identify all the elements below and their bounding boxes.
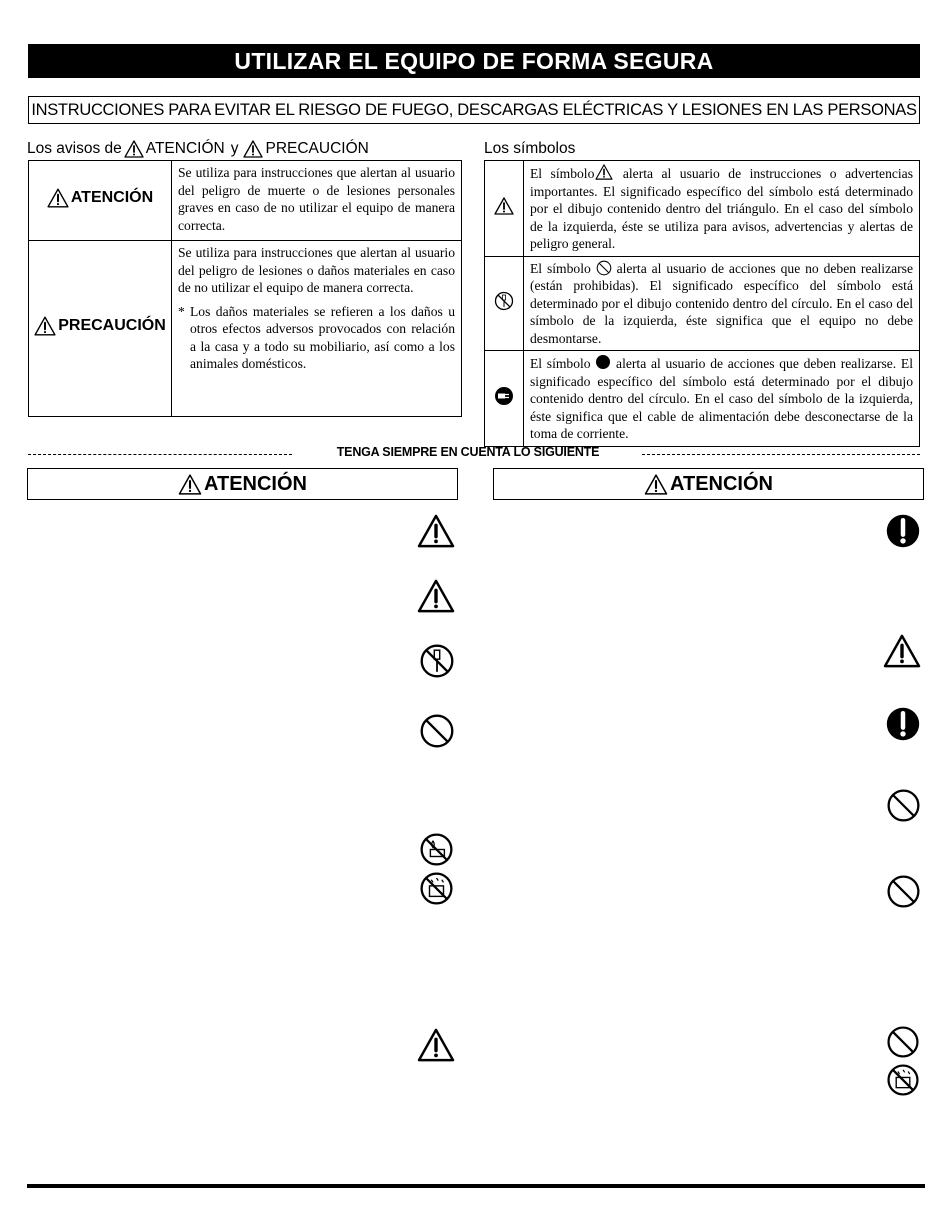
symbol-text [524, 256, 920, 351]
symbols-heading: Los símbolos [484, 140, 576, 157]
symbol-text-before: El símbolo [530, 260, 591, 276]
notice-row-attention [29, 161, 462, 241]
symbol-text [524, 351, 920, 447]
divider-text: TENGA SIEMPRE EN CUENTA LO SIGUIENTE [336, 445, 600, 459]
symbol-cell [485, 351, 524, 447]
symbol-text-before: El símbolo [530, 166, 595, 181]
warning-triangle-icon [34, 316, 56, 336]
notices-heading-caution: PRECAUCIÓN [265, 140, 369, 157]
page-title: UTILIZAR EL EQUIPO DE FORMA SEGURA [28, 44, 920, 78]
notice-text-caution [172, 241, 462, 417]
unplug-icon [494, 386, 514, 406]
mandatory-action-icon [885, 513, 921, 549]
symbol-cell [485, 256, 524, 351]
notice-label-caution [29, 241, 172, 417]
notice-caution-note [178, 303, 455, 373]
notice-row-caution [29, 241, 462, 417]
no-moisture-icon [419, 871, 454, 906]
attention-header-left [27, 468, 458, 500]
attention-header-text: ATENCIÓN [204, 472, 307, 495]
notice-caution-text: Se utiliza para instrucciones que alertan al usuario del peligro de lesiones o daños materiales en caso de no utilizar el equipo de manera correcta. [178, 245, 455, 295]
warning-triangle-icon [594, 164, 614, 180]
symbol-row-mandatory [485, 351, 920, 447]
divider-line-right [642, 454, 920, 455]
notices-heading [27, 138, 369, 160]
symbol-row-triangle [485, 161, 920, 257]
symbol-row-prohibited [485, 256, 920, 351]
notices-heading-prefix: Los avisos de [27, 140, 122, 157]
prohibited-icon [419, 713, 455, 749]
notice-label-text: ATENCIÓN [70, 189, 154, 206]
do-not-disassemble-icon [419, 643, 455, 679]
warning-triangle-icon [178, 474, 202, 495]
notices-table [28, 160, 462, 417]
warning-triangle-icon [417, 579, 455, 613]
filled-circle-icon [595, 354, 611, 370]
attention-header-right [493, 468, 924, 500]
symbol-text-after: alerta al usuario de acciones que deben realizarse. El significado específico del símbolo está determinado por el dibujo contenido dentro del círculo. En el caso del símbolo de la izquierda, éste significa que el cable de alimentación debe desconectarse de la toma de corriente. [530, 356, 913, 441]
warning-triangle-icon [124, 140, 144, 158]
divider-line-left [28, 454, 292, 455]
page-subtitle: INSTRUCCIONES PARA EVITAR EL RIESGO DE FUEGO, DESCARGAS ELÉCTRICAS Y LESIONES EN LAS PERSONAS [28, 96, 920, 124]
mandatory-action-icon [885, 706, 921, 742]
notice-text-attention: Se utiliza para instrucciones que alertan al usuario del peligro de muerte o de lesiones personales graves en caso de no utilizar el equipo de manera correcta. [172, 161, 462, 241]
attention-header-text: ATENCIÓN [670, 472, 773, 495]
symbol-text-after: alerta al usuario de acciones que no deben realizarse (están prohibidas). El significado específico del símbolo está determinado por el dibujo contenido dentro del círculo. En el caso del símbolo de la izquierda, éste significa que el equipo no debe desmontarse. [530, 260, 913, 346]
warning-triangle-icon [47, 188, 69, 208]
warning-triangle-icon [417, 1028, 455, 1062]
notice-label-text: PRECAUCIÓN [58, 317, 166, 334]
warning-triangle-icon [243, 140, 263, 158]
notice-label-attention [29, 161, 172, 241]
warning-triangle-icon [494, 197, 514, 215]
symbol-text [524, 161, 920, 257]
notices-heading-and: y [230, 140, 239, 157]
prohibited-icon [596, 260, 612, 276]
note-asterisk: * [178, 303, 185, 319]
prohibited-icon [886, 788, 921, 823]
warning-triangle-icon [417, 514, 455, 548]
bottom-rule [27, 1184, 925, 1188]
no-water-icon [419, 832, 454, 867]
symbol-text-before: El símbolo [530, 356, 591, 371]
symbols-table [484, 160, 920, 447]
symbol-cell [485, 161, 524, 257]
symbol-text-after: alerta al usuario de instrucciones o advertencias importantes. El significado específico del símbolo está determinado por el dibujo contenido dentro del triángulo. En el caso del símbolo de la izquierda, éste se utiliza para avisos, advertencias y alertas de peligro general. [530, 166, 913, 251]
prohibited-icon [886, 874, 921, 909]
no-moisture-icon [886, 1063, 920, 1097]
warning-triangle-icon [644, 474, 668, 495]
warning-triangle-icon [883, 634, 921, 668]
notices-heading-attention: ATENCIÓN [145, 140, 225, 157]
prohibited-icon [886, 1025, 920, 1059]
do-not-disassemble-icon [494, 291, 514, 311]
note-text: Los daños materiales se refieren a los daños u otros efectos adversos provocados con relación a la casa y a todo su mobiliario, así como a los animales domésticos. [190, 303, 455, 371]
